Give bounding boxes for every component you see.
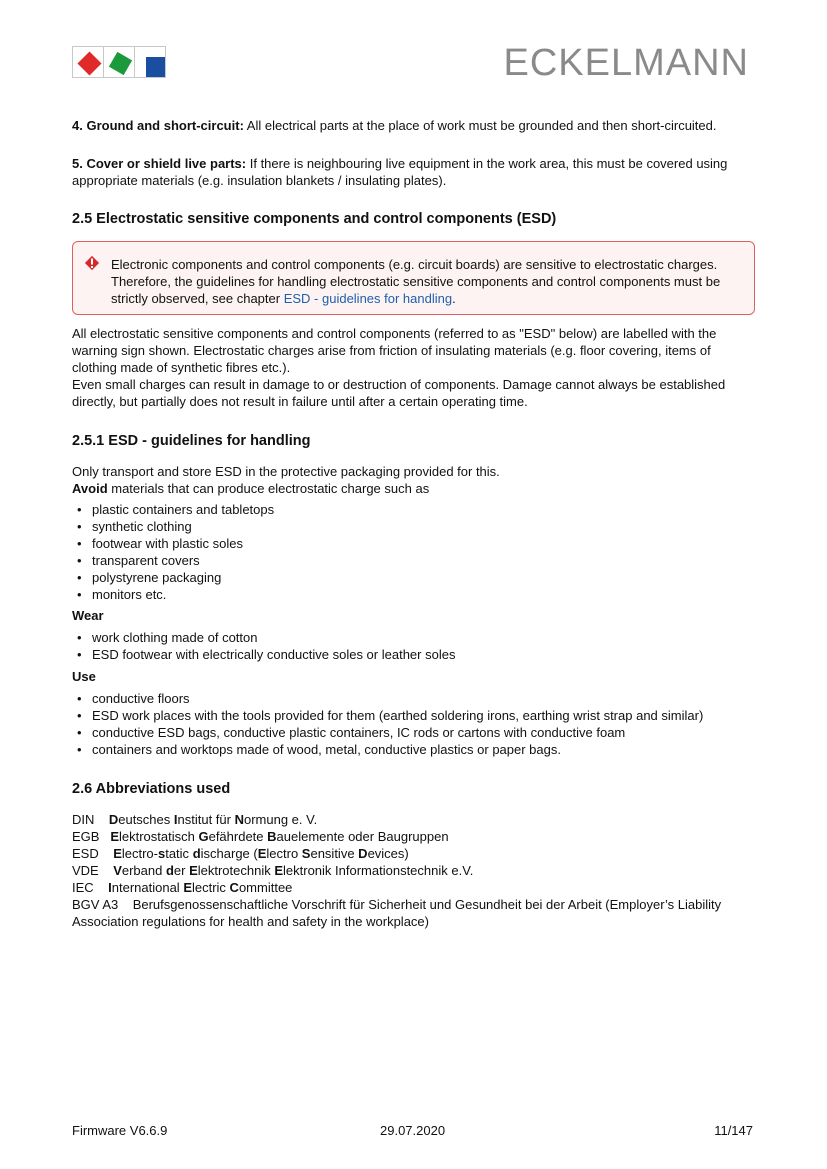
brand-name: ECKELMANN — [503, 42, 749, 84]
list-item: • footwear with plastic soles — [72, 535, 757, 552]
list-item: • plastic containers and tabletops — [72, 501, 757, 518]
avoid-list — [72, 501, 757, 603]
list-item: • synthetic clothing — [72, 518, 757, 535]
section-2-5-1-heading: 2.5.1 ESD - guidelines for handling — [72, 433, 311, 449]
warning-icon — [84, 255, 100, 274]
list-item: • polystyrene packaging — [72, 569, 757, 586]
list-item: • conductive ESD bags, conductive plastic containers, IC rods or cartons with conductive foam — [72, 724, 762, 741]
intro-item-5: 5. Cover or shield live parts: If there is neighbouring live equipment in the work area, this must be covered using appropriate materials (e.g. insulation blankets / insulating plates). — [72, 156, 728, 188]
list-item: • conductive floors — [72, 690, 762, 707]
intro-item-4: 4. Ground and short-circuit: All electrical parts at the place of work must be grounded and then short-circuited. — [72, 118, 717, 133]
wear-label: Wear — [72, 608, 104, 623]
list-item: • work clothing made of cotton — [72, 629, 757, 646]
abbreviations-list — [72, 811, 762, 930]
footer-page-number: 11/147 — [714, 1123, 753, 1138]
list-item: • containers and worktops made of wood, metal, conductive plastics or paper bags. — [72, 741, 762, 758]
footer-date: 29.07.2020 — [380, 1123, 446, 1138]
transport-line: Only transport and store ESD in the protective packaging provided for this. — [72, 464, 500, 479]
avoid-line: Avoid materials that can produce electrostatic charge such as — [72, 481, 430, 496]
abbreviation-esd: ESD Electro-static discharge (Electro Sensitive Devices) — [72, 846, 409, 861]
abbreviation-iec: IEC International Electric Committee — [72, 880, 293, 895]
list-item: • ESD work places with the tools provided for them (earthed soldering irons, earthing wrist strap and similar) — [72, 707, 762, 724]
list-item: • ESD footwear with electrically conductive soles or leather soles — [72, 646, 757, 663]
abbreviation-din: DIN Deutsches Institut für Normung e. V. — [72, 812, 318, 827]
section-2-6-heading: 2.6 Abbreviations used — [72, 781, 231, 797]
esd-paragraph-2: Even small charges can result in damage to or destruction of components. Damage cannot always be established directly, but partially does not result in failure until after a certain operating time. — [72, 377, 726, 409]
section-2-5-heading: 2.5 Electrostatic sensitive components and control components (ESD) — [72, 211, 557, 227]
warning-text: Electronic components and control components (e.g. circuit boards) are sensitive to electrostatic charges. Therefore, the guidelines for handling electrostatic sensitive components and control components must be strictly observed, see chapter ESD - guidelines for handling. — [111, 257, 721, 306]
abbreviation-egb: EGB Elektrostatisch Gefährdete Bauelemente oder Baugruppen — [72, 829, 449, 844]
footer-firmware: Firmware V6.6.9 — [72, 1123, 168, 1138]
use-label: Use — [72, 669, 96, 684]
warning-box — [72, 241, 755, 315]
esd-guidelines-link[interactable]: ESD - guidelines for handling — [283, 291, 453, 306]
abbreviation-vde: VDE Verband der Elektrotechnik Elektronik Informationstechnik e.V. — [72, 863, 474, 878]
list-item: • transparent covers — [72, 552, 757, 569]
wear-list — [72, 629, 757, 663]
abbreviation-bgv: BGV A3 Berufsgenossenschaftliche Vorschrift für Sicherheit und Gesundheit bei der Arbeit (Employer’s Liability Association regulations for health and safety in the workplace) — [72, 897, 722, 929]
use-list — [72, 690, 762, 758]
company-logo — [72, 46, 166, 78]
list-item: • monitors etc. — [72, 586, 757, 603]
esd-paragraph-1: All electrostatic sensitive components and control components (referred to as "ESD" below) are labelled with the warning sign shown. Electrostatic charges arise from friction of insulating materials (e.g. floor covering, items of clothing made of synthetic fibres etc.). — [72, 326, 717, 375]
